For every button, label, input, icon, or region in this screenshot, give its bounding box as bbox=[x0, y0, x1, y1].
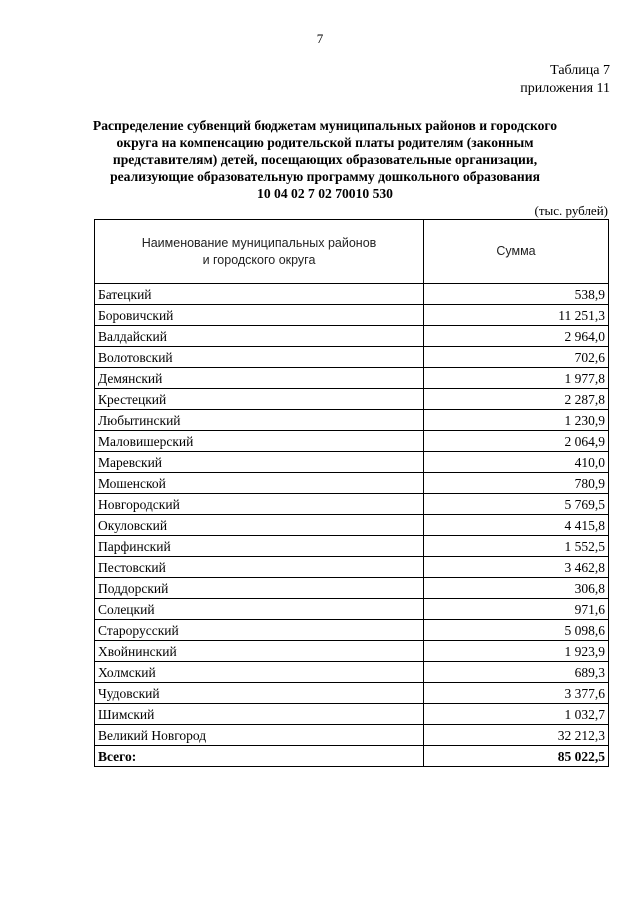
table-row bbox=[95, 620, 609, 641]
table-row bbox=[95, 578, 609, 599]
table-row bbox=[95, 431, 609, 452]
district-name-cell: Крестецкий bbox=[95, 389, 424, 410]
total-amount-cell: 85 022,5 bbox=[424, 746, 609, 767]
amount-cell: 780,9 bbox=[424, 473, 609, 494]
amount-cell: 1 032,7 bbox=[424, 704, 609, 725]
district-name-cell: Солецкий bbox=[95, 599, 424, 620]
header-name-line: и городского округа bbox=[202, 252, 316, 267]
subvention-table bbox=[94, 219, 609, 767]
district-name-cell: Пестовский bbox=[95, 557, 424, 578]
title-line: реализующие образовательную программу дошкольного образования bbox=[110, 169, 540, 184]
table-row bbox=[95, 599, 609, 620]
header-name-line: Наименование муниципальных районов bbox=[141, 235, 377, 250]
district-name-cell: Демянский bbox=[95, 368, 424, 389]
amount-cell: 971,6 bbox=[424, 599, 609, 620]
district-name-cell: Новгородский bbox=[95, 494, 424, 515]
table-row bbox=[95, 410, 609, 431]
amount-cell: 538,9 bbox=[424, 284, 609, 305]
title-line: Распределение субвенций бюджетам муниципальных районов и городского bbox=[92, 118, 558, 133]
table-header-row bbox=[95, 220, 609, 284]
amount-cell: 11 251,3 bbox=[424, 305, 609, 326]
district-name-cell: Холмский bbox=[95, 662, 424, 683]
table-reference bbox=[520, 62, 610, 98]
district-name-cell: Валдайский bbox=[95, 326, 424, 347]
district-name-cell: Боровичский bbox=[95, 305, 424, 326]
title-line: представителям) детей, посещающих образовательные организации, bbox=[112, 152, 538, 167]
amount-cell: 5 098,6 bbox=[424, 620, 609, 641]
table-row bbox=[95, 494, 609, 515]
district-name-cell: Великий Новгород bbox=[95, 725, 424, 746]
table-row bbox=[95, 389, 609, 410]
table-row bbox=[95, 683, 609, 704]
amount-cell: 306,8 bbox=[424, 578, 609, 599]
table-row bbox=[95, 536, 609, 557]
appendix-ref-line: приложения 11 bbox=[520, 81, 610, 96]
district-name-cell: Любытинский bbox=[95, 410, 424, 431]
document-title bbox=[60, 117, 590, 202]
district-name-cell: Окуловский bbox=[95, 515, 424, 536]
district-name-cell: Маревский bbox=[95, 452, 424, 473]
amount-cell: 2 964,0 bbox=[424, 326, 609, 347]
district-name-cell: Парфинский bbox=[95, 536, 424, 557]
amount-cell: 1 923,9 bbox=[424, 641, 609, 662]
table-row bbox=[95, 305, 609, 326]
table-row bbox=[95, 557, 609, 578]
table-body bbox=[95, 284, 609, 767]
amount-cell: 5 769,5 bbox=[424, 494, 609, 515]
total-label-cell: Всего: bbox=[95, 746, 424, 767]
header-name-cell bbox=[95, 220, 424, 284]
amount-cell: 689,3 bbox=[424, 662, 609, 683]
header-sum-cell: Сумма bbox=[424, 220, 609, 284]
district-name-cell: Батецкий bbox=[95, 284, 424, 305]
table-row bbox=[95, 704, 609, 725]
amount-cell: 1 552,5 bbox=[424, 536, 609, 557]
amount-cell: 410,0 bbox=[424, 452, 609, 473]
district-name-cell: Старорусский bbox=[95, 620, 424, 641]
amount-cell: 2 064,9 bbox=[424, 431, 609, 452]
amount-cell: 4 415,8 bbox=[424, 515, 609, 536]
title-line: округа на компенсацию родительской платы родителям (законным bbox=[116, 135, 534, 150]
amount-cell: 32 212,3 bbox=[424, 725, 609, 746]
table-row bbox=[95, 515, 609, 536]
district-name-cell: Мошенской bbox=[95, 473, 424, 494]
units-label: (тыс. рублей) bbox=[534, 203, 608, 218]
table-ref-line: Таблица 7 bbox=[550, 63, 610, 78]
district-name-cell: Волотовский bbox=[95, 347, 424, 368]
amount-cell: 702,6 bbox=[424, 347, 609, 368]
page-number: 7 bbox=[316, 31, 324, 46]
table-row bbox=[95, 326, 609, 347]
amount-cell: 3 462,8 bbox=[424, 557, 609, 578]
table-row bbox=[95, 368, 609, 389]
amount-cell: 1 230,9 bbox=[424, 410, 609, 431]
table-row bbox=[95, 284, 609, 305]
total-row bbox=[95, 746, 609, 767]
budget-code: 10 04 02 7 02 70010 530 bbox=[257, 186, 393, 201]
table-row bbox=[95, 662, 609, 683]
district-name-cell: Хвойнинский bbox=[95, 641, 424, 662]
amount-cell: 3 377,6 bbox=[424, 683, 609, 704]
table-row bbox=[95, 473, 609, 494]
amount-cell: 2 287,8 bbox=[424, 389, 609, 410]
district-name-cell: Поддорский bbox=[95, 578, 424, 599]
table-row bbox=[95, 452, 609, 473]
table-row bbox=[95, 725, 609, 746]
table-row bbox=[95, 347, 609, 368]
amount-cell: 1 977,8 bbox=[424, 368, 609, 389]
table-row bbox=[95, 641, 609, 662]
district-name-cell: Шимский bbox=[95, 704, 424, 725]
district-name-cell: Чудовский bbox=[95, 683, 424, 704]
district-name-cell: Маловишерский bbox=[95, 431, 424, 452]
